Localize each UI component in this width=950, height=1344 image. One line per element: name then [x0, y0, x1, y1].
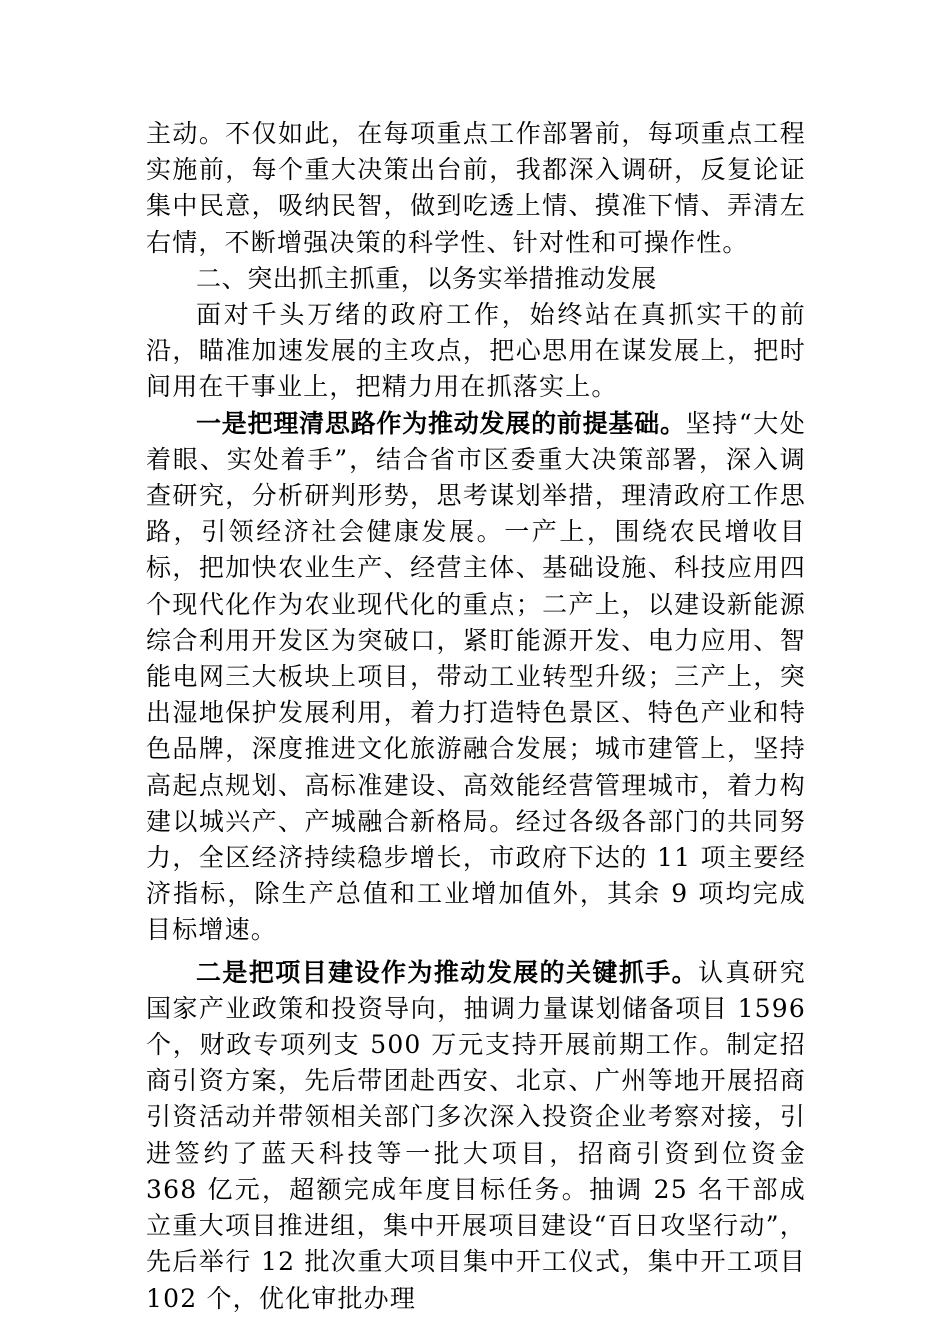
paragraph-lead: 二是把项目建设作为推动发展的关键抓手。	[196, 957, 699, 987]
section-heading: 二、突出抓主抓重，以务实举措推动发展	[196, 263, 657, 293]
paragraph-lead: 一是把理清思路作为推动发展的前提基础。	[196, 408, 686, 438]
paragraph-point-one	[146, 406, 806, 949]
document-body	[146, 116, 806, 1317]
paragraph-text: 面对千头万绪的政府工作，始终站在真抓实干的前沿，瞄准加速发展的主攻点，把心思用在谋发展上，把时间用在干事业上，把精力用在抓落实上。	[146, 300, 806, 402]
paragraph-continuation	[146, 116, 806, 261]
paragraph-point-two	[146, 955, 806, 1317]
paragraph-text: 认真研究国家产业政策和投资导向，抽调力量谋划储备项目 1596 个，财政专项列支 500 万元支持开展前期工作。制定招商引资方案，先后带团赴西安、北京、广州等地开展招商引资活动并带领相关部门多次深入投资企业考察对接，引进签约了蓝天科技等一批大项目，招商引资到位资金 368 亿元，超额完成年度目标任务。抽调 25 名干部成立重大项目推进组，集中开展项目建设“百日攻坚行动”，先后举行 12 批次重大项目集中开工仪式，集中开工项目 102 个，优化审批办理	[146, 957, 806, 1313]
paragraph-text: 主动。不仅如此，在每项重点工作部署前，每项重点工程实施前，每个重大决策出台前，我都深入调研，反复论证集中民意，吸纳民智，做到吃透上情、摸准下情、弄清左右情，不断增强决策的科学性、针对性和可操作性。	[146, 119, 806, 257]
paragraph-intro	[146, 297, 806, 406]
paragraph-text: 坚持“大处着眼、实处着手”，结合省市区委重大决策部署，深入调查研究，分析研判形势，思考谋划举措，理清政府工作思路，引领经济社会健康发展。一产上，围绕农民增收目标，把加快农业生产、经营主体、基础设施、科技应用四个现代化作为农业现代化的重点；二产上，以建设新能源综合利用开发区为突破口，紧盯能源开发、电力应用、智能电网三大板块上项目，带动工业转型升级；三产上，突出湿地保护发展利用，着力打造特色景区、特色产业和特色品牌，深度推进文化旅游融合发展；城市建管上，坚持高起点规划、高标准建设、高效能经营管理城市，着力构建以城兴产、产城融合新格局。经过各级各部门的共同努力，全区经济持续稳步增长，市政府下达的 11 项主要经济指标，除生产总值和工业增加值外，其余 9 项均完成目标增速。	[146, 408, 806, 945]
